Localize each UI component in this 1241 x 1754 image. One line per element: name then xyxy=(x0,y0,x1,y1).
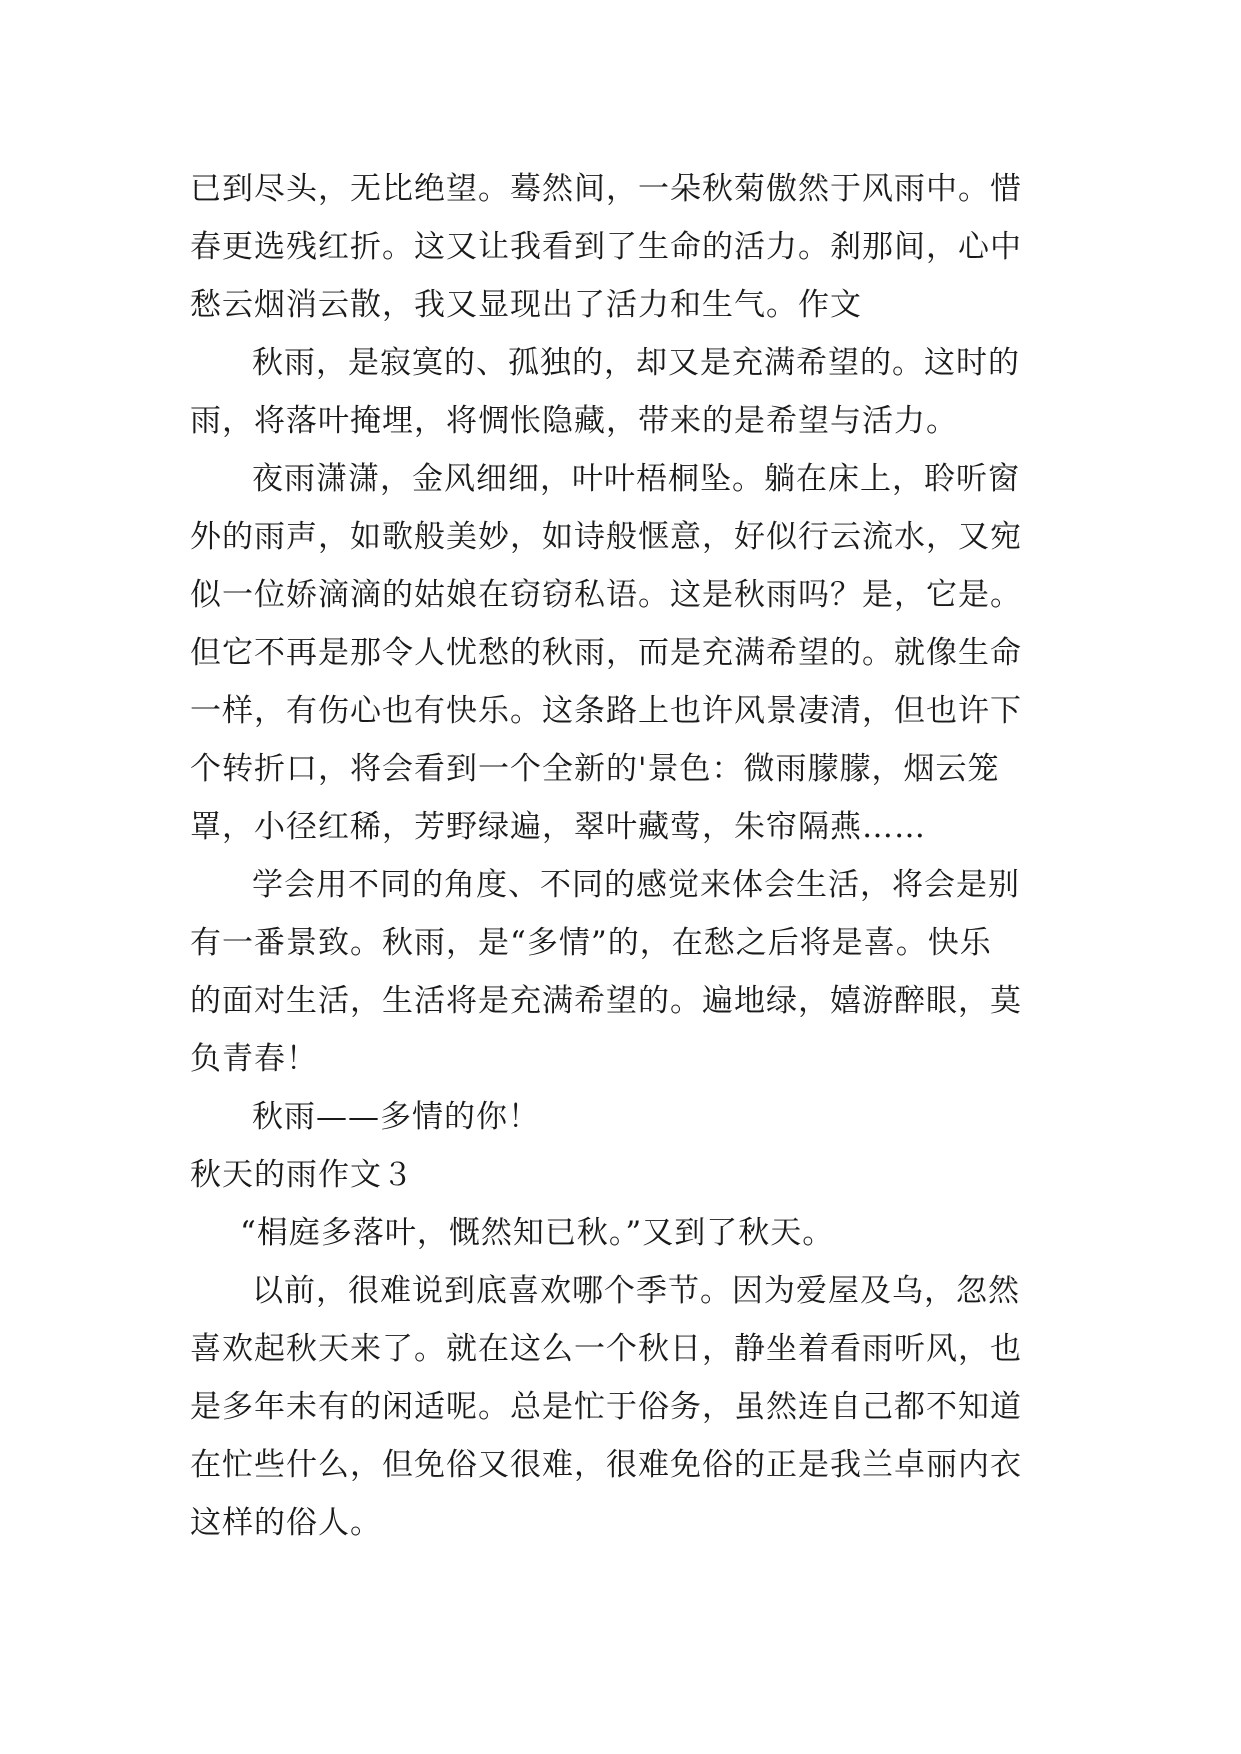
paragraph xyxy=(190,334,1060,450)
text-line: 的面对生活，生活将是充满希望的。遍地绿，嬉游醉眼，莫 xyxy=(190,983,1022,1019)
text-line: 外的雨声，如歌般美妙，如诗般惬意，好似行云流水，又宛 xyxy=(190,519,1022,555)
text-line: 一样，有伤心也有快乐。这条路上也许风景凄清，但也许下 xyxy=(190,693,1022,729)
text-line: 已到尽头，无比绝望。蓦然间，一朵秋菊傲然于风雨中。惜 xyxy=(190,171,1022,207)
text-line: 秋雨，是寂寞的、孤独的，却又是充满希望的。这时的 xyxy=(252,345,1020,381)
text-line: 夜雨潇潇，金风细细，叶叶梧桐坠。躺在床上，聆听窗 xyxy=(252,461,1020,497)
paragraph xyxy=(190,450,1060,856)
text-line: 这样的俗人。 xyxy=(190,1505,382,1541)
text-line: 喜欢起秋天来了。就在这么一个秋日，静坐着看雨听风，也 xyxy=(190,1331,1022,1367)
text-line: 愁云烟消云散，我又显现出了活力和生气。作文 xyxy=(190,287,862,323)
heading-text: 秋天的雨作文３ xyxy=(190,1157,414,1193)
paragraph-quote xyxy=(190,1204,1060,1262)
section-heading xyxy=(190,1146,1060,1204)
document-body xyxy=(190,160,1060,1552)
text-line: 似一位娇滴滴的姑娘在窃窃私语。这是秋雨吗？是，它是。 xyxy=(190,577,1022,613)
text-line: 是多年未有的闲适呢。总是忙于俗务，虽然连自己都不知道 xyxy=(190,1389,1022,1425)
text-line: “梋庭多落叶，慨然知已秋。”又到了秋天。 xyxy=(240,1215,835,1251)
text-line: 春更选残红折。这又让我看到了生命的活力。刹那间，心中 xyxy=(190,229,1022,265)
text-line: 在忙些什么，但免俗又很难，很难免俗的正是我兰卓丽内衣 xyxy=(190,1447,1022,1483)
text-line: 但它不再是那令人忧愁的秋雨，而是充满希望的。就像生命 xyxy=(190,635,1022,671)
text-line: 秋雨——多情的你！ xyxy=(252,1099,540,1135)
text-line: 个转折口，将会看到一个全新的'景色：微雨朦朦，烟云笼 xyxy=(190,751,1000,787)
text-line: 以前，很难说到底喜欢哪个季节。因为爱屋及乌，忽然 xyxy=(252,1273,1020,1309)
paragraph xyxy=(190,856,1060,1088)
text-line: 有一番景致。秋雨，是“多情”的，在愁之后将是喜。快乐 xyxy=(190,925,992,961)
text-line: 学会用不同的角度、不同的感觉来体会生活，将会是别 xyxy=(252,867,1020,903)
paragraph xyxy=(190,1262,1060,1552)
text-line: 负青春！ xyxy=(190,1041,318,1077)
text-line: 罩，小径红稀，芳野绿遍，翠叶藏莺，朱帘隔燕…… xyxy=(190,809,926,845)
paragraph xyxy=(190,1088,1060,1146)
paragraph-continuation xyxy=(190,160,1060,334)
text-line: 雨，将落叶掩埋，将惆怅隐藏，带来的是希望与活力。 xyxy=(190,403,958,439)
